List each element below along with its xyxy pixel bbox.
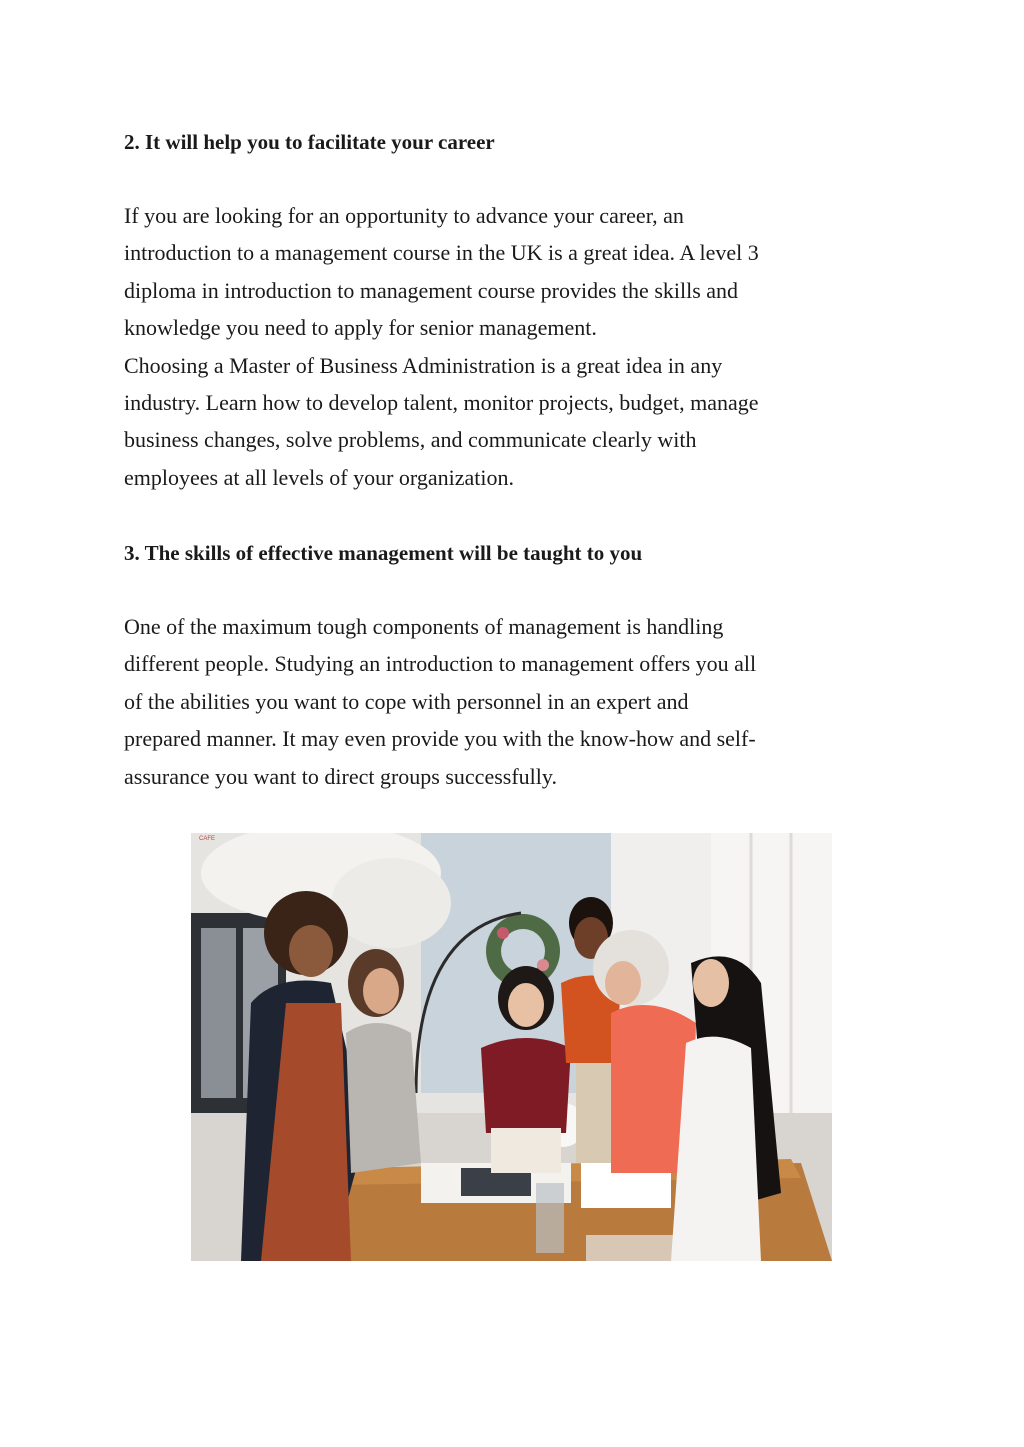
paragraph-line: industry. Learn how to develop talent, monitor projects, budget, manage	[124, 390, 759, 416]
paragraph-line: business changes, solve problems, and communicate clearly with	[124, 427, 697, 453]
cafe-sign: CAFE	[199, 836, 216, 842]
paragraph-line: employees at all levels of your organization.	[124, 464, 514, 490]
team-meeting-photo	[191, 833, 832, 1261]
paragraph-line: of the abilities you want to cope with personnel in an expert and	[124, 688, 689, 714]
paragraph-line: If you are looking for an opportunity to advance your career, an	[124, 203, 684, 228]
paragraph-line: assurance you want to direct groups successfully.	[124, 763, 557, 789]
paragraph-line: diploma in introduction to management course provides the skills and	[124, 277, 739, 303]
paragraph-line: introduction to a management course in the UK is a great idea. A level 3	[124, 240, 759, 266]
paragraph-line: knowledge you need to apply for senior management.	[124, 315, 597, 341]
section-paragraph-skills	[124, 608, 914, 795]
section-heading-career: 2. It will help you to facilitate your career	[124, 130, 495, 154]
paragraph-line: prepared manner. It may even provide you with the know-how and self-	[124, 726, 756, 752]
paragraph-line: different people. Studying an introduction to management offers you all	[124, 651, 757, 677]
paragraph-line: One of the maximum tough components of management is handling	[124, 614, 724, 639]
section-heading-skills: 3. The skills of effective management will be taught to you	[124, 541, 643, 565]
paragraph-line: Choosing a Master of Business Administration is a great idea in any	[124, 352, 723, 378]
section-paragraph-career	[124, 197, 914, 496]
